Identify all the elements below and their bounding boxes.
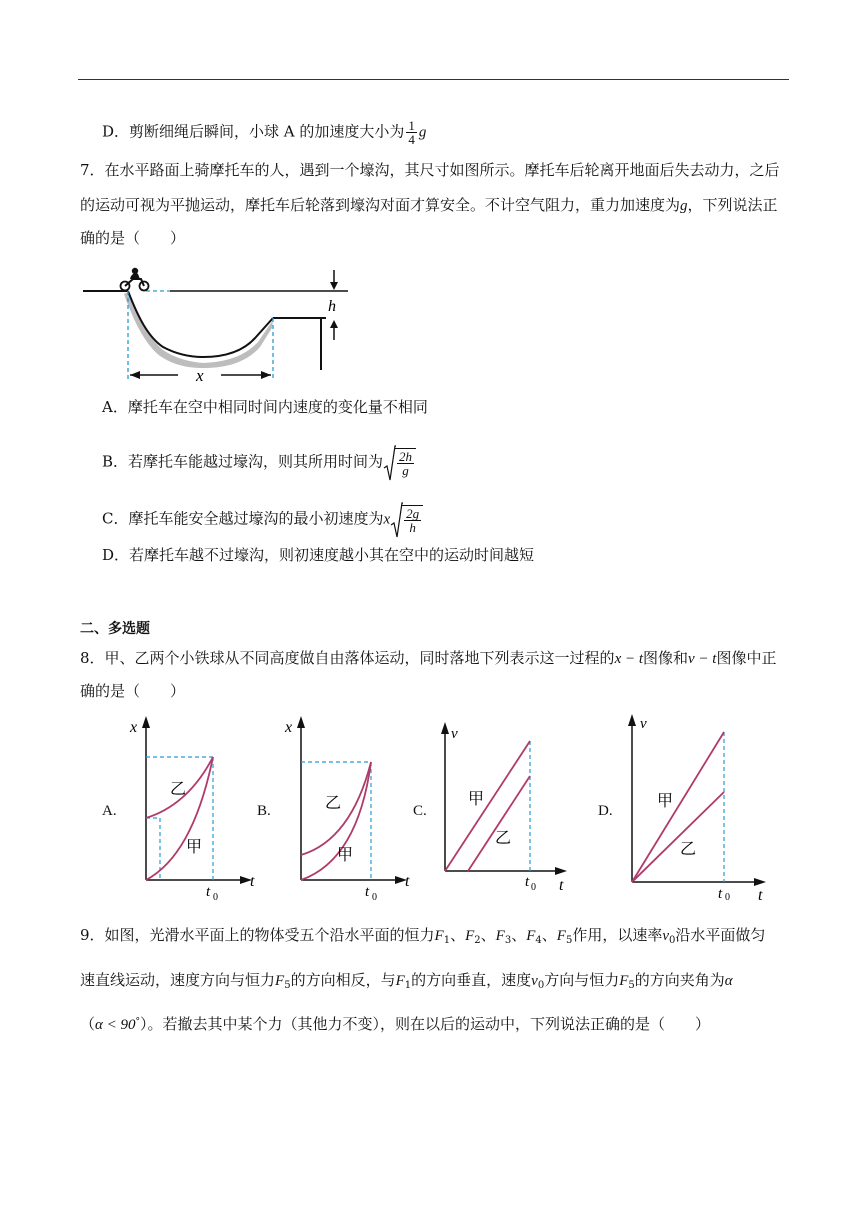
- sqrt-2g-over-h: $\frac{2g}{h}$: [390, 505, 423, 534]
- svg-text:x: x: [285, 719, 293, 736]
- q7-ditch-figure: [78, 262, 358, 387]
- svg-text:甲: 甲: [468, 791, 485, 808]
- q9-stem-line3: （α < 90°）。若撤去其中某个力（其他力不变），则在以后的运动中，下列说法正确的是（ ）: [80, 1015, 711, 1033]
- q7-label-h: h: [328, 298, 336, 315]
- svg-text:乙: 乙: [495, 830, 512, 847]
- q8-graph-b[interactable]: [273, 710, 423, 900]
- svg-text:乙: 乙: [680, 841, 697, 858]
- q7-option-d[interactable]: D．若摩托车越不过壕沟，则初速度越小其在空中的运动时间越短: [102, 546, 535, 564]
- q9-stem-line1: 9．如图，光滑水平面上的物体受五个沿水平面的恒力$F_1$、$F_2$、$F_3$、$F_4$、$F_5$作用，以速率$v_0$沿水平面做匀: [80, 926, 766, 946]
- radical-sign-icon: [390, 501, 403, 541]
- svg-text:甲: 甲: [186, 839, 203, 856]
- sqrt-2h-over-g: $\frac{2h}{g}$: [383, 448, 416, 477]
- q8-graph-c[interactable]: [425, 718, 575, 898]
- svg-text:t: t: [718, 886, 723, 900]
- motorcycle-icon: [121, 268, 149, 291]
- svg-text:t: t: [525, 874, 530, 890]
- svg-text:v: v: [451, 726, 458, 742]
- q7-stem-line1: 7．在水平路面上骑摩托车的人，遇到一个壕沟，其尺寸如图所示。摩托车后轮离开地面后失去动力，之后: [80, 161, 780, 179]
- q8-option-c-label[interactable]: C.: [413, 803, 427, 819]
- q7-option-c[interactable]: C．摩托车能安全越过壕沟的最小初速度为x $\frac{2g}{h}$: [102, 505, 423, 534]
- radical-sign-icon: [383, 444, 396, 484]
- q8-option-a-label[interactable]: A.: [102, 803, 117, 819]
- q7-label-x: x: [196, 366, 204, 385]
- q8-stem-line1: 8．甲、乙两个小铁球从不同高度做自由落体运动，同时落地下列表示这一过程的x − t图像和v − t图像中正: [80, 649, 777, 667]
- svg-text:t: t: [559, 877, 564, 894]
- svg-text:0: 0: [372, 892, 377, 900]
- svg-text:甲: 甲: [657, 793, 674, 810]
- q8-graph-d[interactable]: [612, 710, 772, 900]
- svg-text:t: t: [250, 873, 255, 890]
- q8-option-d-label[interactable]: D.: [598, 803, 613, 819]
- svg-text:甲: 甲: [337, 847, 354, 864]
- q7-stem-line3: 确的是（ ）: [80, 229, 186, 247]
- q9-stem-line2: 速直线运动，速度方向与恒力$F_5$的方向相反，与$F_1$的方向垂直，速度$v_0$方向与恒力$F_5$的方向夹角为α: [80, 971, 733, 991]
- q6-option-d[interactable]: D．剪断细绳后瞬间，小球 A 的加速度大小为 $\frac{1}{4}$ g: [102, 118, 427, 147]
- svg-text:0: 0: [531, 882, 536, 893]
- svg-text:t: t: [758, 887, 763, 900]
- q7-option-a[interactable]: A．摩托车在空中相同时间内速度的变化量不相同: [102, 398, 428, 416]
- q7-option-b[interactable]: B．若摩托车能越过壕沟，则其所用时间为 $\frac{2h}{g}$: [102, 448, 416, 477]
- svg-text:t: t: [365, 884, 370, 900]
- fraction-one-quarter: $\frac{1}{4}$: [408, 118, 415, 147]
- q8-graph-a[interactable]: [118, 710, 268, 900]
- svg-text:乙: 乙: [325, 795, 342, 812]
- svg-text:v: v: [640, 716, 647, 732]
- section-title-multiple-choice: 二、多选题: [80, 621, 150, 637]
- q8-option-b-label[interactable]: B.: [257, 803, 271, 819]
- header-rule: [78, 79, 789, 80]
- q7-stem-line2: 的运动可视为平抛运动，摩托车后轮落到壕沟对面才算安全。不计空气阻力，重力加速度为g，下列说法正: [80, 196, 778, 214]
- svg-text:0: 0: [725, 892, 730, 900]
- svg-text:0: 0: [213, 892, 218, 900]
- svg-text:乙: 乙: [170, 781, 187, 798]
- svg-text:t: t: [405, 873, 410, 890]
- q8-stem-line2: 确的是（ ）: [80, 682, 186, 700]
- svg-text:x: x: [130, 719, 138, 736]
- svg-text:t: t: [206, 884, 211, 900]
